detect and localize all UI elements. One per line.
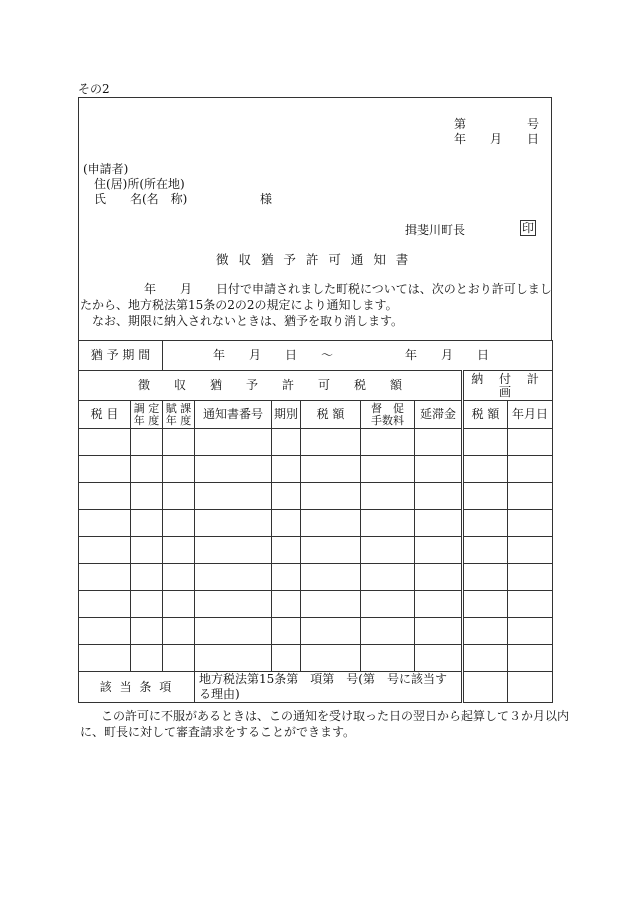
address-label: 住(居)所(所在地)	[94, 177, 185, 191]
table-cell[interactable]	[79, 591, 131, 618]
table-cell[interactable]	[272, 591, 301, 618]
table-row	[79, 564, 553, 591]
table-cell[interactable]	[508, 537, 553, 564]
table-cell[interactable]	[301, 483, 361, 510]
table-row	[79, 483, 553, 510]
tax-table	[78, 340, 553, 703]
table-cell[interactable]	[79, 645, 131, 672]
table-cell[interactable]	[79, 564, 131, 591]
table-cell[interactable]	[79, 618, 131, 645]
table-cell[interactable]	[163, 429, 195, 456]
column-header: 税 目	[79, 401, 131, 429]
table-cell[interactable]	[79, 429, 131, 456]
table-cell[interactable]	[508, 456, 553, 483]
table-cell[interactable]	[272, 645, 301, 672]
table-cell[interactable]	[195, 618, 272, 645]
table-cell[interactable]	[131, 429, 163, 456]
table-cell[interactable]	[415, 483, 463, 510]
column-header: 延滞金	[415, 401, 463, 429]
table-cell[interactable]	[463, 564, 508, 591]
table-cell[interactable]	[415, 591, 463, 618]
table-cell[interactable]	[163, 483, 195, 510]
table-cell[interactable]	[361, 564, 415, 591]
period-label: 猶 予 期 間	[79, 341, 163, 371]
clause-label: 該 当 条 項	[79, 672, 195, 703]
footer-line-1: この許可に不服があるときは、この通知を受け取った日の翌日から起算して３か月以内	[101, 709, 570, 723]
table-row	[79, 429, 553, 456]
clause-value: 地方税法第15条第 項第 号(第 号に該当する理由)	[195, 672, 463, 703]
table-cell[interactable]	[508, 591, 553, 618]
table-cell[interactable]	[415, 510, 463, 537]
plan-header: 納 付 計 画	[463, 371, 553, 401]
table-cell[interactable]	[301, 645, 361, 672]
table-cell[interactable]	[272, 618, 301, 645]
table-cell[interactable]	[131, 483, 163, 510]
table-cell[interactable]	[163, 537, 195, 564]
body-line-1: 年 月 日付で申請されました町税については、次のとおり許可しまし	[144, 282, 552, 296]
table-cell[interactable]	[361, 510, 415, 537]
table-cell[interactable]	[361, 429, 415, 456]
table-cell[interactable]	[415, 618, 463, 645]
table-row	[79, 618, 553, 645]
body-line-2: たから、地方税法第15条の2の2の規定により通知します。	[80, 298, 398, 312]
table-cell[interactable]	[131, 618, 163, 645]
table-cell[interactable]	[508, 618, 553, 645]
column-header: 税 額	[301, 401, 361, 429]
column-header: 調 定 年 度	[131, 401, 163, 429]
date-year: 年	[454, 132, 467, 146]
table-cell[interactable]	[508, 645, 553, 672]
seal-mark: 印	[522, 221, 535, 235]
table-cell[interactable]	[163, 618, 195, 645]
table-cell[interactable]	[463, 456, 508, 483]
table-cell[interactable]	[415, 645, 463, 672]
date-day: 日	[527, 132, 540, 146]
table-cell[interactable]	[163, 564, 195, 591]
table-cell[interactable]	[79, 456, 131, 483]
table-cell[interactable]	[415, 429, 463, 456]
table-cell[interactable]	[361, 483, 415, 510]
table-cell[interactable]	[131, 456, 163, 483]
table-cell[interactable]	[163, 510, 195, 537]
table-cell[interactable]	[195, 591, 272, 618]
table-cell[interactable]	[195, 456, 272, 483]
table-cell[interactable]	[463, 645, 508, 672]
table-cell[interactable]	[463, 537, 508, 564]
period-value: 年 月 日 ～ 年 月 日	[163, 341, 553, 371]
document-title: 徴 収 猶 予 許 可 通 知 書	[216, 252, 412, 267]
column-header: 督 促 手数料	[361, 401, 415, 429]
applicant-label: (申請者)	[83, 162, 129, 176]
table-cell[interactable]	[361, 456, 415, 483]
table-cell[interactable]	[195, 483, 272, 510]
table-cell[interactable]	[361, 591, 415, 618]
table-cell[interactable]	[415, 537, 463, 564]
table-cell[interactable]	[79, 537, 131, 564]
table-row	[79, 591, 553, 618]
table-cell[interactable]	[131, 564, 163, 591]
table-cell[interactable]	[163, 456, 195, 483]
column-header: 税 額	[463, 401, 508, 429]
table-cell[interactable]	[463, 483, 508, 510]
body-line-3: なお、期限に納入されないときは、猶予を取り消します。	[92, 314, 404, 328]
column-header: 年月日	[508, 401, 553, 429]
name-label: 氏 名(名 称)	[94, 192, 188, 206]
table-cell[interactable]	[272, 456, 301, 483]
period-row	[79, 341, 553, 371]
table-cell[interactable]	[195, 564, 272, 591]
table-cell[interactable]	[131, 537, 163, 564]
table-cell[interactable]	[163, 645, 195, 672]
table-cell[interactable]	[301, 510, 361, 537]
table-cell[interactable]	[463, 591, 508, 618]
table-cell[interactable]	[272, 564, 301, 591]
table-cell[interactable]	[301, 429, 361, 456]
table-row	[79, 537, 553, 564]
table-cell[interactable]	[301, 618, 361, 645]
table-cell[interactable]	[463, 618, 508, 645]
column-header: 賦 課 年 度	[163, 401, 195, 429]
table-cell[interactable]	[361, 618, 415, 645]
table-cell[interactable]	[131, 645, 163, 672]
number-suffix: 号	[527, 117, 540, 131]
table-row	[79, 456, 553, 483]
table-cell[interactable]	[195, 429, 272, 456]
table-cell[interactable]	[508, 564, 553, 591]
table-cell[interactable]	[301, 591, 361, 618]
footer-line-2: に、町長に対して審査請求をすることができます。	[80, 725, 356, 739]
date-month: 月	[490, 132, 503, 146]
column-header-row	[79, 401, 553, 429]
form-number: その2	[78, 82, 110, 96]
table-cell[interactable]	[131, 510, 163, 537]
table-cell[interactable]	[361, 645, 415, 672]
table-cell[interactable]	[508, 510, 553, 537]
table-cell[interactable]	[272, 537, 301, 564]
honorific: 様	[260, 192, 273, 206]
table-cell[interactable]	[301, 456, 361, 483]
table-cell[interactable]	[272, 510, 301, 537]
table-cell[interactable]	[195, 510, 272, 537]
table-row	[79, 510, 553, 537]
clause-row	[79, 672, 553, 703]
column-header: 通知書番号	[195, 401, 272, 429]
table-cell[interactable]	[272, 483, 301, 510]
group-header: 徴 収 猶 予 許 可 税 額	[79, 371, 463, 401]
table-cell[interactable]	[301, 537, 361, 564]
table-cell[interactable]	[79, 483, 131, 510]
table-cell[interactable]	[301, 564, 361, 591]
table-cell[interactable]	[415, 456, 463, 483]
column-header: 期別	[272, 401, 301, 429]
group-header-row	[79, 371, 553, 401]
table-cell[interactable]	[195, 537, 272, 564]
table-row	[79, 645, 553, 672]
table-cell[interactable]	[79, 510, 131, 537]
table-cell[interactable]	[508, 672, 553, 703]
table-cell[interactable]	[163, 591, 195, 618]
table-cell[interactable]	[131, 591, 163, 618]
table-cell[interactable]	[508, 429, 553, 456]
table-cell[interactable]	[463, 510, 508, 537]
table-cell[interactable]	[361, 537, 415, 564]
table-cell[interactable]	[508, 483, 553, 510]
table-cell[interactable]	[415, 564, 463, 591]
table-cell[interactable]	[463, 672, 508, 703]
table-cell[interactable]	[195, 645, 272, 672]
number-prefix: 第	[454, 117, 467, 131]
issuer-title: 揖斐川町長	[405, 223, 466, 237]
table-cell[interactable]	[463, 429, 508, 456]
table-cell[interactable]	[272, 429, 301, 456]
